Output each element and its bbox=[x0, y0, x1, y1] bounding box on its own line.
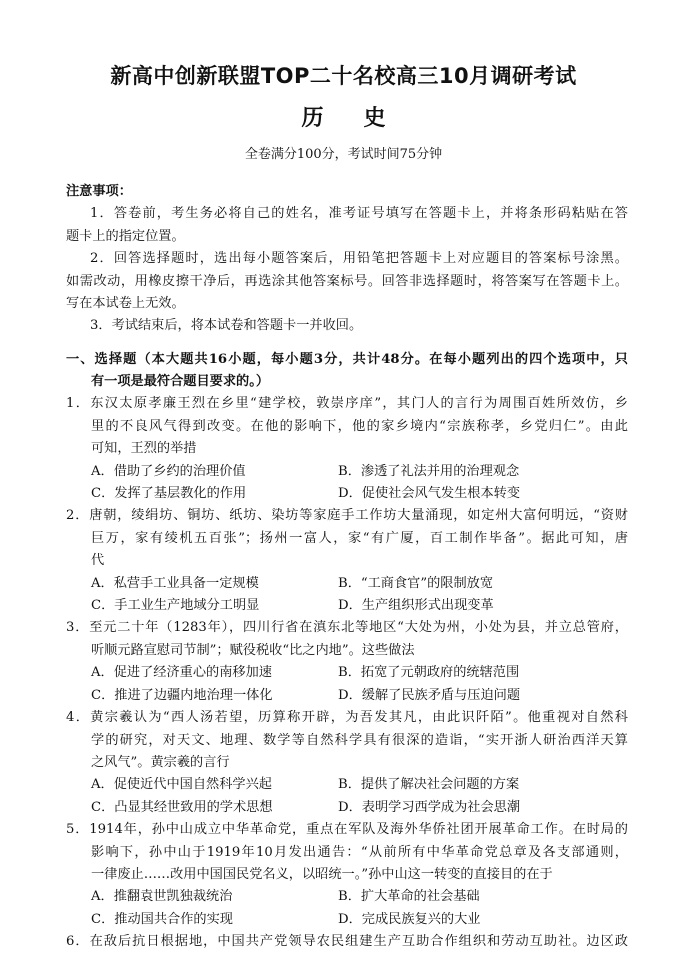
question-1-option-b[interactable]: B．渗透了礼法并用的治理观念 bbox=[338, 464, 520, 479]
exam-meta: 全卷满分100分，考试时间75分钟 bbox=[244, 147, 443, 162]
question-1-text: 可知，王烈的举措 bbox=[91, 441, 197, 456]
question-5-option-c[interactable]: C．推动国共合作的实现 bbox=[91, 912, 233, 927]
question-2-option-b[interactable]: B．“工商食官”的限制放宽 bbox=[338, 576, 494, 591]
question-1-option-d[interactable]: D．促使社会风气发生根本转变 bbox=[338, 486, 521, 501]
question-2-option-d[interactable]: D．生产组织形式出现变革 bbox=[338, 598, 494, 613]
question-4-text: 之风气”。黄宗羲的言行 bbox=[91, 755, 230, 770]
question-5-option-b[interactable]: B．扩大革命的社会基础 bbox=[338, 889, 480, 904]
question-4-option-b[interactable]: B．提供了解决社会问题的方案 bbox=[338, 777, 520, 792]
question-2-text: 巨万，家有绫机五百张”；扬州一富人，家“有广厦，百工制作毕备”。据此可知，唐 bbox=[91, 531, 628, 546]
question-4-text: 4．黄宗羲认为“西人汤若望，历算称开辟，为吾发其凡，由此识阡陌”。他重视对自然科 bbox=[66, 710, 628, 725]
question-3-text: 3．至元二十年（1283年），四川行省在滇东北等地区“大处为州，小处为县，并立总管府， bbox=[66, 620, 628, 635]
section-heading: 一、选择题（本大题共16小题，每小题3分，共计48分。在每小题列出的四个选项中，只 bbox=[66, 352, 628, 367]
notes-line: 1．答卷前，考生务必将自己的姓名，准考证号填写在答题卡上，并将条形码粘贴在答 bbox=[90, 206, 628, 221]
question-3-option-d[interactable]: D．缓解了民族矛盾与压迫问题 bbox=[338, 688, 521, 703]
notes-line: 写在本试卷上无效。 bbox=[66, 296, 185, 311]
question-5-text: 一律废止……改用中国国民党名义，以昭统一。”孙中山这一转变的直接目的在于 bbox=[91, 867, 553, 882]
question-2-option-a[interactable]: A．私营手工业具备一定规模 bbox=[91, 576, 259, 591]
question-4-option-c[interactable]: C．凸显其经世致用的学术思想 bbox=[91, 800, 273, 815]
notes-line: 如需改动，用橡皮擦干净后，再选涂其他答案标号。回答非选择题时，将答案写在答题卡上。 bbox=[66, 274, 628, 289]
notes-heading: 注意事项： bbox=[66, 184, 132, 199]
question-3-text: 听顺元路宣慰司节制”；赋役税收“比之内地”。这些做法 bbox=[91, 643, 415, 658]
notes-line: 3．考试结束后，将本试卷和答题卡一并收回。 bbox=[90, 318, 363, 333]
subject-title: 历史 bbox=[301, 106, 426, 131]
question-6-text: 6．在敌后抗日根据地，中国共产党领导农民组建生产互助合作组织和劳动互助社。边区政 bbox=[66, 934, 628, 949]
exam-title: 新高中创新联盟TOP二十名校高三10月调研考试 bbox=[110, 64, 577, 88]
question-4-option-d[interactable]: D．表明学习西学成为社会思潮 bbox=[338, 800, 521, 815]
section-heading-cont: 有一项是最符合题目要求的。） bbox=[91, 374, 270, 389]
question-1-text: 1．东汉太原孝廉王烈在乡里“建学校，敦崇序庠”，其门人的言行为周围百姓所效仿，乡 bbox=[66, 396, 628, 411]
question-1-option-c[interactable]: C．发挥了基层教化的作用 bbox=[91, 486, 247, 501]
question-2-text: 2．唐朝，绫绢坊、铜坊、纸坊、染坊等家庭手工作坊大量涌现，如定州大富何明远，“资财 bbox=[66, 508, 628, 523]
question-2-option-c[interactable]: C．手工业生产地域分工明显 bbox=[91, 598, 260, 613]
question-3-option-a[interactable]: A．促进了经济重心的南移加速 bbox=[91, 665, 272, 680]
notes-line: 2．回答选择题时，选出每小题答案后，用铅笔把答题卡上对应题目的答案标号涂黑。 bbox=[90, 251, 628, 266]
question-4-text: 学的研究，对天文、地理、数学等自然科学具有很深的造诣，“实开浙人研治西洋天算 bbox=[91, 733, 628, 748]
question-2-text: 代 bbox=[91, 553, 105, 568]
question-5-text: 影响下，孙中山于1919年10月发出通告：“从前所有中华革命党总章及各支部通则， bbox=[91, 845, 628, 860]
question-5-option-d[interactable]: D．完成民族复兴的大业 bbox=[338, 912, 481, 927]
question-1-text: 里的不良风气得到改变。在他的影响下，他的家乡境内“宗族称孝，乡党归仁”。由此 bbox=[91, 419, 628, 434]
notes-line: 题卡上的指定位置。 bbox=[66, 229, 185, 244]
question-3-option-c[interactable]: C．推进了边疆内地治理一体化 bbox=[91, 688, 273, 703]
question-3-option-b[interactable]: B．拓宽了元朝政府的统辖范围 bbox=[338, 665, 520, 680]
question-4-option-a[interactable]: A．促使近代中国自然科学兴起 bbox=[91, 777, 272, 792]
question-1-option-a[interactable]: A．借助了乡约的治理价值 bbox=[91, 464, 246, 479]
question-5-text: 5．1914年，孙中山成立中华革命党，重点在军队及海外华侨社团开展革命工作。在时局的 bbox=[66, 822, 628, 837]
question-5-option-a[interactable]: A．推翻袁世凯独裁统治 bbox=[91, 889, 233, 904]
